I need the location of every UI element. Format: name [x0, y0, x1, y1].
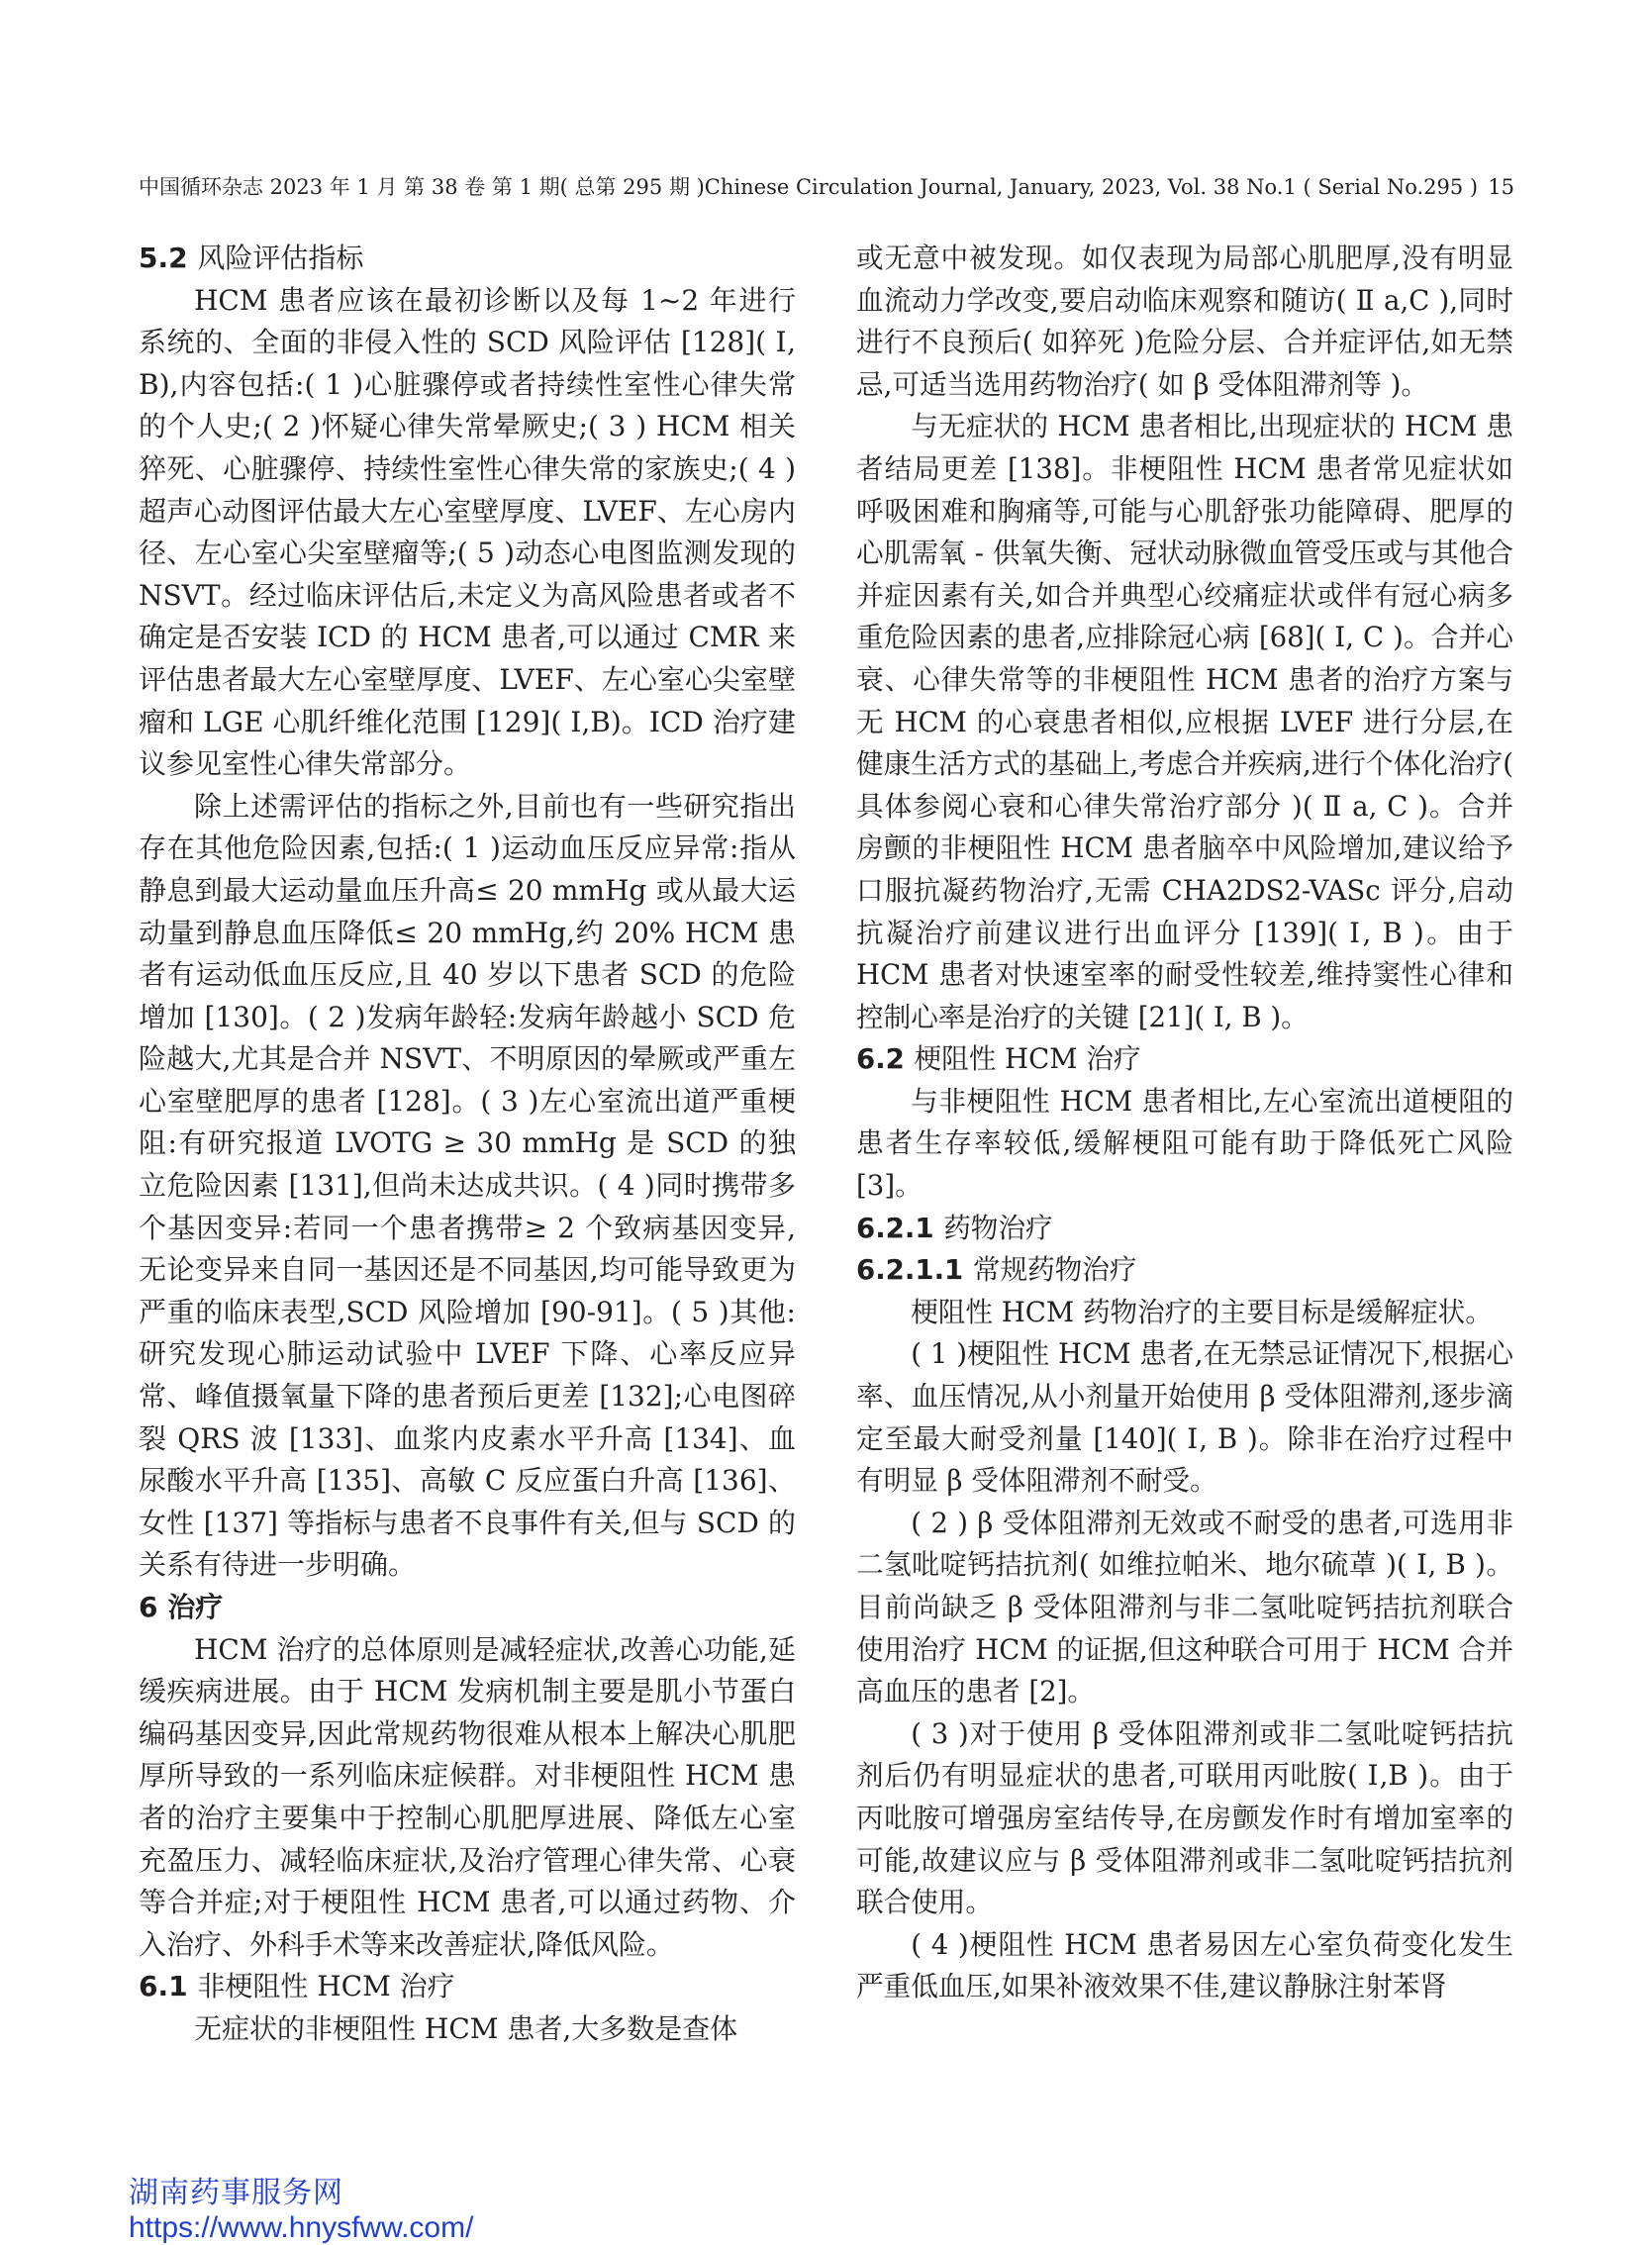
section-heading — [139, 1966, 796, 2008]
section-number: 6.1 — [139, 1970, 188, 2003]
body-paragraph: ( 2 ) β 受体阻滞剂无效或不耐受的患者,可选用非二氢吡啶钙拮抗剂( 如维拉帕米、地尔硫䓬 )( Ⅰ, B )。目前尚缺乏 β 受体阻滞剂与非二氢吡啶钙拮抗剂联合使用治疗 HCM 的证据,但这种联合可用于 HCM 合并高血压的患者 [2]。 — [856, 1506, 1513, 1708]
body-paragraph: HCM 患者应该在最初诊断以及每 1~2 年进行系统的、全面的非侵入性的 SCD 风险评估 [128]( Ⅰ, B),内容包括:( 1 )心脏骤停或者持续性室性心律失常的个人史;( 2 )怀疑心律失常晕厥史;( 3 ) HCM 相关猝死、心脏骤停、持续性室性心律失常的家族史;( 4 )超声心动图评估最大左心室壁厚度、LVEF、左心房内径、左心室心尖室壁瘤等;( 5 )动态心电图监测发现的 NSVT。经过临床评估后,未定义为高风险患者或者不确定是否安装 ICD 的 HCM 患者,可以通过 CMR 来评估患者最大左心室壁厚度、LVEF、左心室心尖室壁瘤和 LGE 心肌纤维化范围 [129]( Ⅰ,B)。ICD 治疗建议参见室性心律失常部分。 — [139, 283, 796, 781]
section-title: 非梗阻性 HCM 治疗 — [197, 1970, 455, 2003]
section-number: 6.2.1.1 — [856, 1253, 964, 1287]
body-paragraph: ( 4 )梗阻性 HCM 患者易因左心室负荷变化发生严重低血压,如果补液效果不佳,建议静脉注射苯肾 — [856, 1927, 1513, 2003]
body-paragraph: ( 3 )对于使用 β 受体阻滞剂或非二氢吡啶钙拮抗剂后仍有明显症状的患者,可联用丙吡胺( Ⅰ,B )。由于丙吡胺可增强房室结传导,在房颤发作时有增加室率的可能,故建议应与 β 受体阻滞剂或非二氢吡啶钙拮抗剂联合使用。 — [856, 1716, 1513, 1919]
body-paragraph: 或无意中被发现。如仅表现为局部心肌肥厚,没有明显血流动力学改变,要启动临床观察和随访( Ⅱ a,C ),同时进行不良预后( 如猝死 )危险分层、合并症评估,如无禁忌,可适当选用药物治疗( 如 β 受体阻滞剂等 )。 — [856, 242, 1513, 401]
section-heading — [856, 1249, 1513, 1292]
body-paragraph: 与无症状的 HCM 患者相比,出现症状的 HCM 患者结局更差 [138]。非梗阻性 HCM 患者常见症状如呼吸困难和胸痛等,可能与心肌舒张功能障碍、肥厚的心肌需氧 - 供氧失衡、冠状动脉微血管受压或与其他合并症因素有关,如合并典型心绞痛症状或伴有冠心病多重危险因素的患者,应排除冠心病 [68]( Ⅰ, C )。合并心衰、心律失常等的非梗阻性 HCM 患者的治疗方案与无 HCM 的心衰患者相似,应根据 LVEF 进行分层,在健康生活方式的基础上,考虑合并疾病,进行个体化治疗( 具体参阅心衰和心律失常治疗部分 )( Ⅱ a, C )。合并房颤的非梗阻性 HCM 患者脑卒中风险增加,建议给予口服抗凝药物治疗,无需 CHA2DS2-VASc 评分,启动抗凝治疗前建议进行出血评分 [139]( Ⅰ, B )。由于 HCM 患者对快速室率的耐受性较差,维持窦性心律和控制心率是治疗的关键 [21]( Ⅰ, B )。 — [856, 410, 1513, 1033]
body-paragraph: HCM 治疗的总体原则是减轻症状,改善心功能,延缓疾病进展。由于 HCM 发病机制主要是肌小节蛋白编码基因变异,因此常规药物很难从根本上解决心肌肥厚所导致的一系列临床症候群。对非梗阻性 HCM 患者的治疗主要集中于控制心肌肥厚进展、降低左心室充盈压力、减轻临床症状,及治疗管理心律失常、心衰等合并症;对于梗阻性 HCM 患者,可以通过药物、介入治疗、外科手术等来改善症状,降低风险。 — [139, 1632, 796, 1961]
body-paragraph: ( 1 )梗阻性 HCM 患者,在无禁忌证情况下,根据心率、血压情况,从小剂量开始使用 β 受体阻滞剂,逐步滴定至最大耐受剂量 [140]( Ⅰ, B )。除非在治疗过程中有明显 β 受体阻滞剂不耐受。 — [856, 1337, 1513, 1498]
body-paragraph: 除上述需评估的指标之外,目前也有一些研究指出存在其他危险因素,包括:( 1 )运动血压反应异常:指从静息到最大运动量血压升高≤ 20 mmHg 或从最大运动量到静息血压降低≤ 20 mmHg,约 20% HCM 患者有运动低血压反应,且 40 岁以下患者 SCD 的危险增加 [130]。( 2 )发病年龄轻:发病年龄越小 SCD 危险越大,尤其是合并 NSVT、不明原因的晕厥或严重左心室壁肥厚的患者 [128]。( 3 )左心室流出道严重梗阻:有研究报道 LVOTG ≥ 30 mmHg 是 SCD 的独立危险因素 [131],但尚未达成共识。( 4 )同时携带多个基因变异:若同一个患者携带≥ 2 个致病基因变异,无论变异来自同一基因还是不同基因,均可能导致更为严重的临床表型,SCD 风险增加 [90-91]。( 5 )其他:研究发现心肺运动试验中 LVEF 下降、心率反应异常、峰值摄氧量下降的患者预后更差 [132];心电图碎裂 QRS 波 [133]、血浆内皮素水平升高 [134]、血尿酸水平升高 [135]、高敏 C 反应蛋白升高 [136]、女性 [137] 等指标与患者不良事件有关,但与 SCD 的关系有待进一步明确。 — [139, 789, 796, 1582]
section-heading — [139, 238, 796, 280]
section-title: 梗阻性 HCM 治疗 — [914, 1042, 1141, 1076]
body-paragraph: 无症状的非梗阻性 HCM 患者,大多数是查体 — [194, 2011, 738, 2045]
section-heading — [856, 1208, 1513, 1250]
body-paragraph: 与非梗阻性 HCM 患者相比,左心室流出道梗阻的患者生存率较低,缓解梗阻可能有助于降低死亡风险 [3]。 — [856, 1084, 1513, 1203]
right-column — [856, 238, 1513, 2008]
section-number: 5.2 — [139, 242, 188, 274]
section-title: 风险评估指标 — [197, 242, 364, 274]
watermark-site-name: 湖南药事服务网 — [129, 2177, 343, 2209]
watermark-url[interactable]: https://www.hnysfww.com/ — [129, 2211, 474, 2244]
watermark — [129, 2176, 473, 2245]
section-heading — [139, 1587, 796, 1629]
section-number: 6 — [139, 1591, 158, 1623]
body-paragraph: 梗阻性 HCM 药物治疗的主要目标是缓解症状。 — [911, 1295, 1493, 1328]
left-column — [139, 238, 796, 2051]
journal-line: 中国循环杂志 2023 年 1 月 第 38 卷 第 1 期( 总第 295 期 )Chinese Circulation Journal, January, 2023, Vol. 38 No.1 ( Serial No.295 ) — [139, 175, 1479, 199]
page-number: 15 — [1488, 175, 1514, 199]
section-heading — [856, 1038, 1513, 1081]
section-title: 药物治疗 — [943, 1211, 1053, 1244]
section-number: 6.2.1 — [856, 1211, 934, 1244]
section-title: 常规药物治疗 — [972, 1253, 1137, 1287]
section-number: 6.2 — [856, 1042, 905, 1076]
section-title: 治疗 — [167, 1591, 224, 1623]
running-header — [139, 172, 1514, 202]
